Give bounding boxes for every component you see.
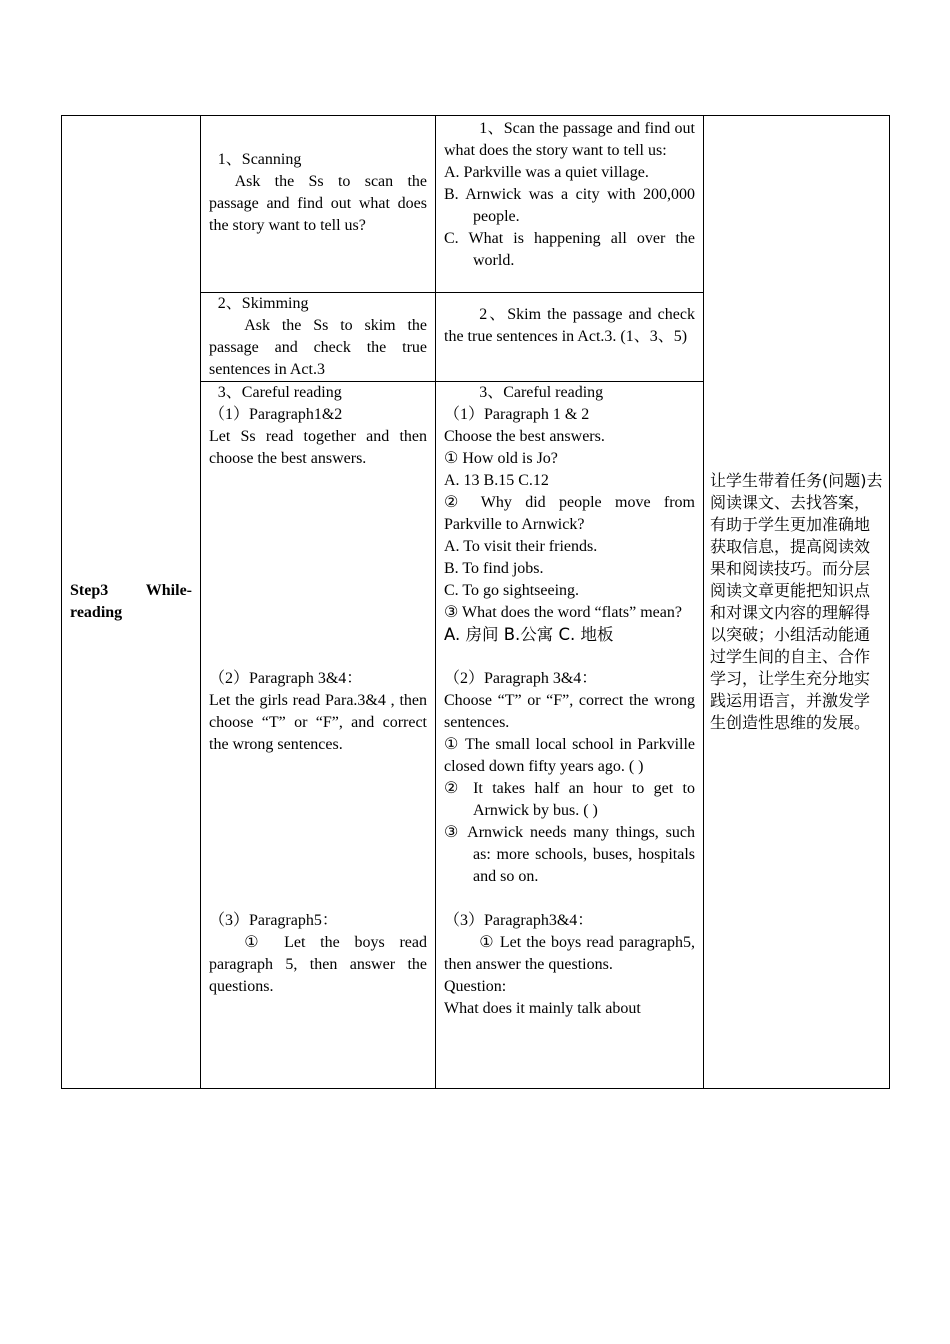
purpose-cell [704,116,890,1089]
careful-teacher-p5-heading: （3）Paragraph5： [209,912,338,929]
question-1-options: A. 13 B.15 C.12 [444,472,549,489]
tf-statement-3: ③ Arnwick needs many things, such as: more schools, buses, hospitals and so on. [444,824,695,885]
purpose-text: 让学生带着任务(问题)去阅读课文、去找答案，有助于学生更加准确地获取信息，提高阅读效果和阅读技巧。而分层阅读文章更能把知识点和对课文内容的理解得以突破；小组活动能通过学生间的自主、合作学习，让学生充分地实践运用语言，并激发学生创造性思维的发展。 [710,471,883,732]
careful-student-heading: 3、Careful reading [479,384,604,401]
question-text: What does it mainly talk about [444,1000,641,1017]
skimming-student-text: 2、Skim the passage and check the true sentences in Act.3. (1、3、5) [444,306,695,345]
careful-teacher-p5-text: ① Let the boys read paragraph 5, then answer the questions. [209,934,427,995]
skimming-teacher-cell [201,293,436,382]
careful-teacher-p12-text: Let Ss read together and then choose the best answers. [209,428,427,467]
question-3: ③ What does the word “flats” mean? [444,604,682,621]
question-2-option-a: A. To visit their friends. [444,538,598,555]
careful-teacher-cell [201,382,436,1089]
careful-teacher-p34-text: Let the girls read Para.3&4 , then choose “T” or “F”, and correct the wrong sentences. [209,692,427,753]
scanning-teacher-text: Ask the Ss to scan the passage and find out what does the story want to tell us? [209,173,427,234]
skimming-teacher-text: Ask the Ss to skim the passage and check the true sentences in Act.3 [209,317,427,378]
question-2-option-b: B. To find jobs. [444,560,544,577]
question-1: ① How old is Jo? [444,450,558,467]
careful-student-p12-intro: Choose the best answers. [444,428,605,445]
careful-teacher-p12-heading: （1）Paragraph1&2 [209,406,343,423]
question-2-option-c: C. To go sightseeing. [444,582,580,599]
scanning-option-a: A. Parkville was a quiet village. [444,164,649,181]
tf-statement-1: ① The small local school in Parkville closed down fifty years ago. ( ) [444,736,695,775]
careful-teacher-heading: 3、Careful reading [217,384,342,401]
careful-student-p5-heading: （3）Paragraph3&4： [444,912,594,929]
step-cell [62,116,201,1089]
scanning-option-c: C. What is happening all over the world. [444,230,695,269]
careful-student-p34-heading: （2）Paragraph 3&4： [444,670,598,687]
question-2: ② Why did people move from Parkville to Arnwick? [444,494,695,533]
scanning-option-b: B. Arnwick was a city with 200,000 people. [444,186,695,225]
careful-teacher-p34-heading: （2）Paragraph 3&4： [209,670,363,687]
question-label: Question: [444,978,507,995]
skimming-student-cell [436,293,704,382]
skimming-heading: 2、Skimming [217,295,309,312]
tf-statement-2: ② It takes half an hour to get to Arnwick by bus. ( ) [444,780,695,819]
careful-student-p34-intro: Choose “T” or “F”, correct the wrong sentences. [444,692,695,731]
lesson-plan-table [61,115,890,1089]
careful-student-cell [436,382,704,1089]
scanning-student-cell [436,116,704,293]
scanning-teacher-cell [201,116,436,293]
careful-student-p5-text: ① Let the boys read paragraph5, then answer the questions. [444,934,695,973]
question-3-options: A. 房间 B.公寓 C. 地板 [444,625,614,644]
step-title: Step3 While-reading [70,582,192,621]
scanning-heading: 1、Scanning [217,151,302,168]
scanning-student-intro: 1、Scan the passage and find out what does the story want to tell us: [444,120,695,159]
careful-student-p12-heading: （1）Paragraph 1 & 2 [444,406,590,423]
